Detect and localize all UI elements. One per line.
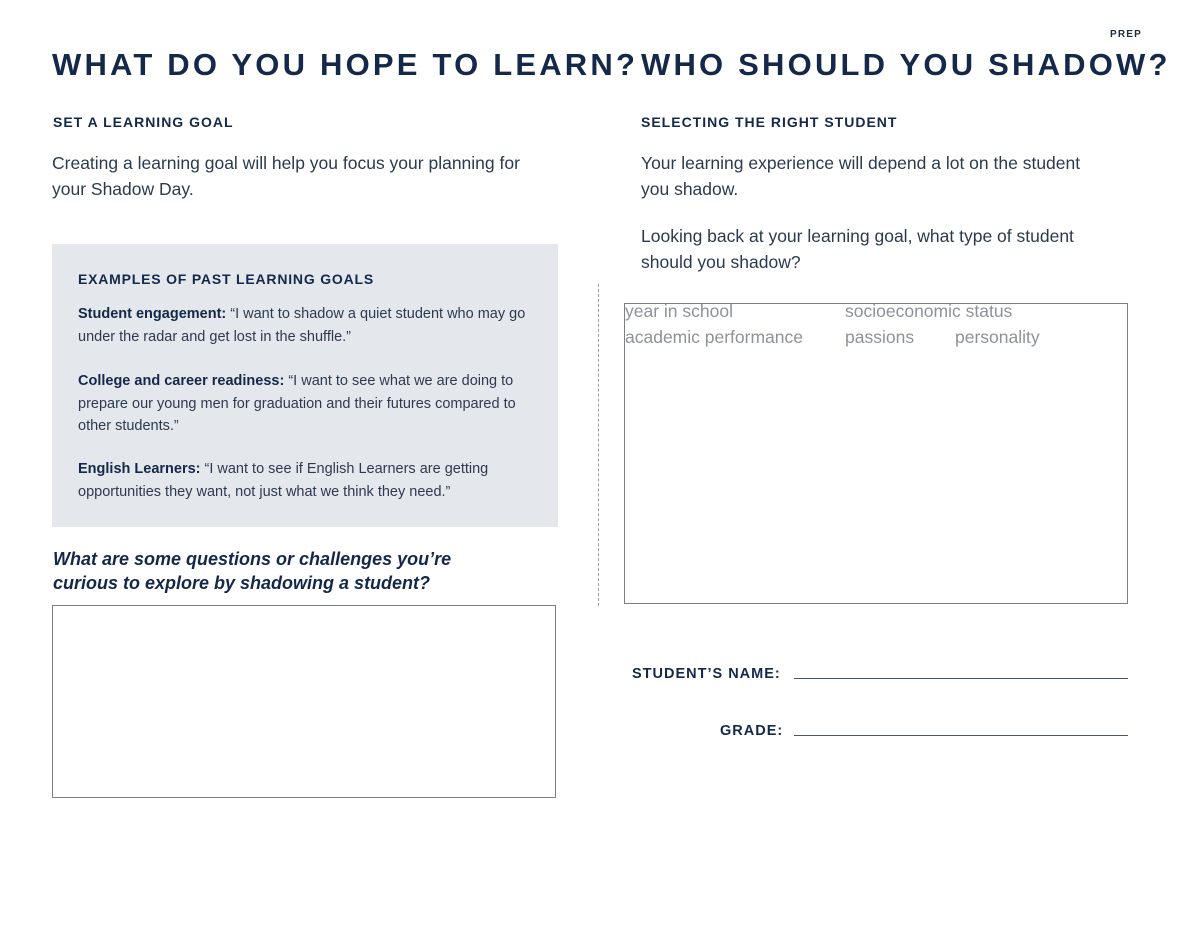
example-item [78, 458, 534, 503]
grade-field[interactable] [794, 735, 1128, 736]
example-item [78, 303, 534, 348]
right-paragraph-1: Your learning experience will depend a lot on the student you shadow. [641, 153, 1081, 199]
hint-academic-performance: academic performance [625, 327, 803, 347]
example-item [78, 370, 534, 438]
example-text: “I want to see if English Learners are getting opportunities they want, not just what we think they need.” [78, 461, 489, 500]
example-text: “I want to shadow a quiet student who may go under the radar and get lost in the shuffle.” [78, 306, 526, 345]
reflection-answer-field[interactable] [52, 605, 556, 798]
grade-label: GRADE: [720, 723, 784, 739]
example-text: “I want to see what we are doing to prepare our young men for graduation and their futures compared to other students.” [78, 373, 516, 434]
example-label: College and career readiness: [78, 373, 285, 389]
student-name-field[interactable] [794, 678, 1128, 679]
right-paragraph-2: Looking back at your learning goal, what type of student should you shadow? [641, 226, 1074, 272]
examples-heading: EXAMPLES OF PAST LEARNING GOALS [78, 271, 375, 287]
column-divider [598, 284, 599, 606]
page-tag: PREP [1109, 29, 1142, 40]
hint-socioeconomic-status: socioeconomic status [845, 301, 1013, 321]
left-subhead: SET A LEARNING GOAL [53, 114, 234, 130]
right-subhead: SELECTING THE RIGHT STUDENT [641, 114, 898, 130]
student-name-label: STUDENT’S NAME: [632, 666, 781, 682]
examples-box [52, 244, 558, 527]
left-title: WHAT DO YOU HOPE TO LEARN? [52, 47, 639, 82]
example-label: English Learners: [78, 461, 201, 477]
right-title: WHO SHOULD YOU SHADOW? [641, 47, 1171, 82]
reflection-question: What are some questions or challenges you’re curious to explore by shadowing a student? [53, 549, 452, 593]
hint-year-in-school: year in school [625, 301, 733, 321]
example-label: Student engagement: [78, 306, 227, 322]
student-type-field[interactable] [624, 303, 1128, 604]
hint-passions: passions [845, 327, 915, 347]
left-intro: Creating a learning goal will help you focus your planning for your Shadow Day. [52, 153, 520, 199]
hint-personality: personality [955, 327, 1040, 347]
